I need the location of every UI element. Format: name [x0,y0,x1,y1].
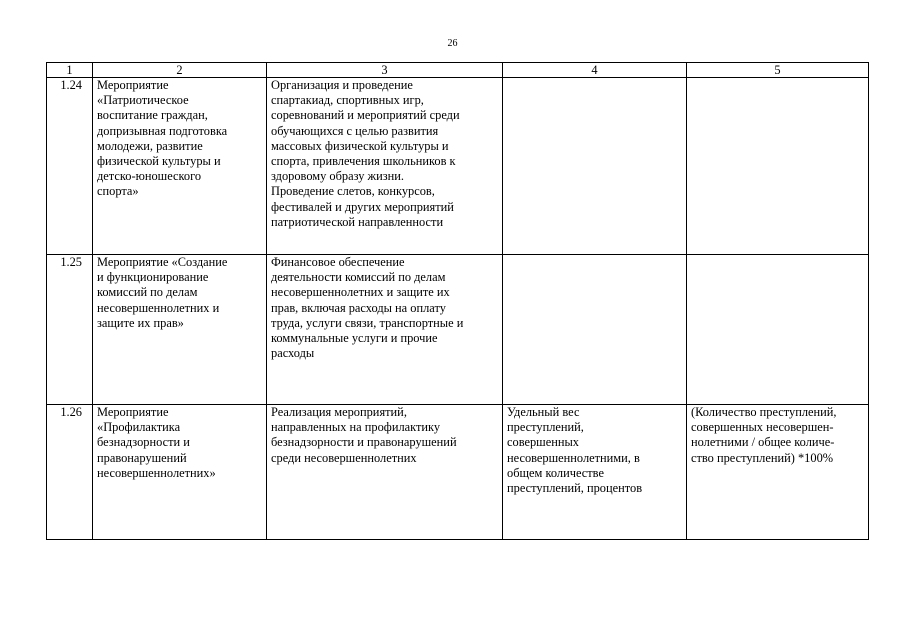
row-number: 1.24 [47,78,93,255]
event-description-cell: Финансовое обеспечение деятельности комиссий по делам несовершеннолетних и защите их прав, включая расходы на оплату труда, услуги связи, транспортные и коммунальные услуги и прочие расходы [267,255,503,405]
table-row [47,78,869,255]
column-header-4: 4 [503,63,687,78]
row-number: 1.26 [47,405,93,540]
event-name-cell: Мероприятие «Профилактика безнадзорности и правонарушений несовершеннолетних» [93,405,267,540]
column-header-2: 2 [93,63,267,78]
event-description-cell: Организация и проведение спартакиад, спортивных игр, соревнований и мероприятий среди обучающихся с целью развития массовых физической культуры и спорта, привлечения школьников к здоровому образу жизни. Проведение слетов, конкурсов, фестивалей и других мероприятий патриотической направленности [267,78,503,255]
column-header-3: 3 [267,63,503,78]
page-number: 26 [447,38,458,49]
row-number: 1.25 [47,255,93,405]
formula-cell [687,78,869,255]
indicator-cell [503,78,687,255]
event-name-cell: Мероприятие «Патриотическое воспитание граждан, допризывная подготовка молодежи, развитие физической культуры и детско-юношеского спорта» [93,78,267,255]
event-description-cell: Реализация мероприятий, направленных на профилактику безнадзорности и правонарушений среди несовершеннолетних [267,405,503,540]
table-header-row [47,63,869,78]
measures-table [46,62,869,540]
formula-cell [687,255,869,405]
indicator-cell [503,255,687,405]
table-row [47,405,869,540]
event-name-cell: Мероприятие «Создание и функционирование комиссий по делам несовершеннолетних и защите их прав» [93,255,267,405]
formula-cell: (Количество преступлений, совершенных несовершен- нолетними / общее количе- ство преступлений) *100% [687,405,869,540]
indicator-cell: Удельный вес преступлений, совершенных несовершеннолетними, в общем количестве преступлений, процентов [503,405,687,540]
column-header-1: 1 [47,63,93,78]
column-header-5: 5 [687,63,869,78]
table-row [47,255,869,405]
